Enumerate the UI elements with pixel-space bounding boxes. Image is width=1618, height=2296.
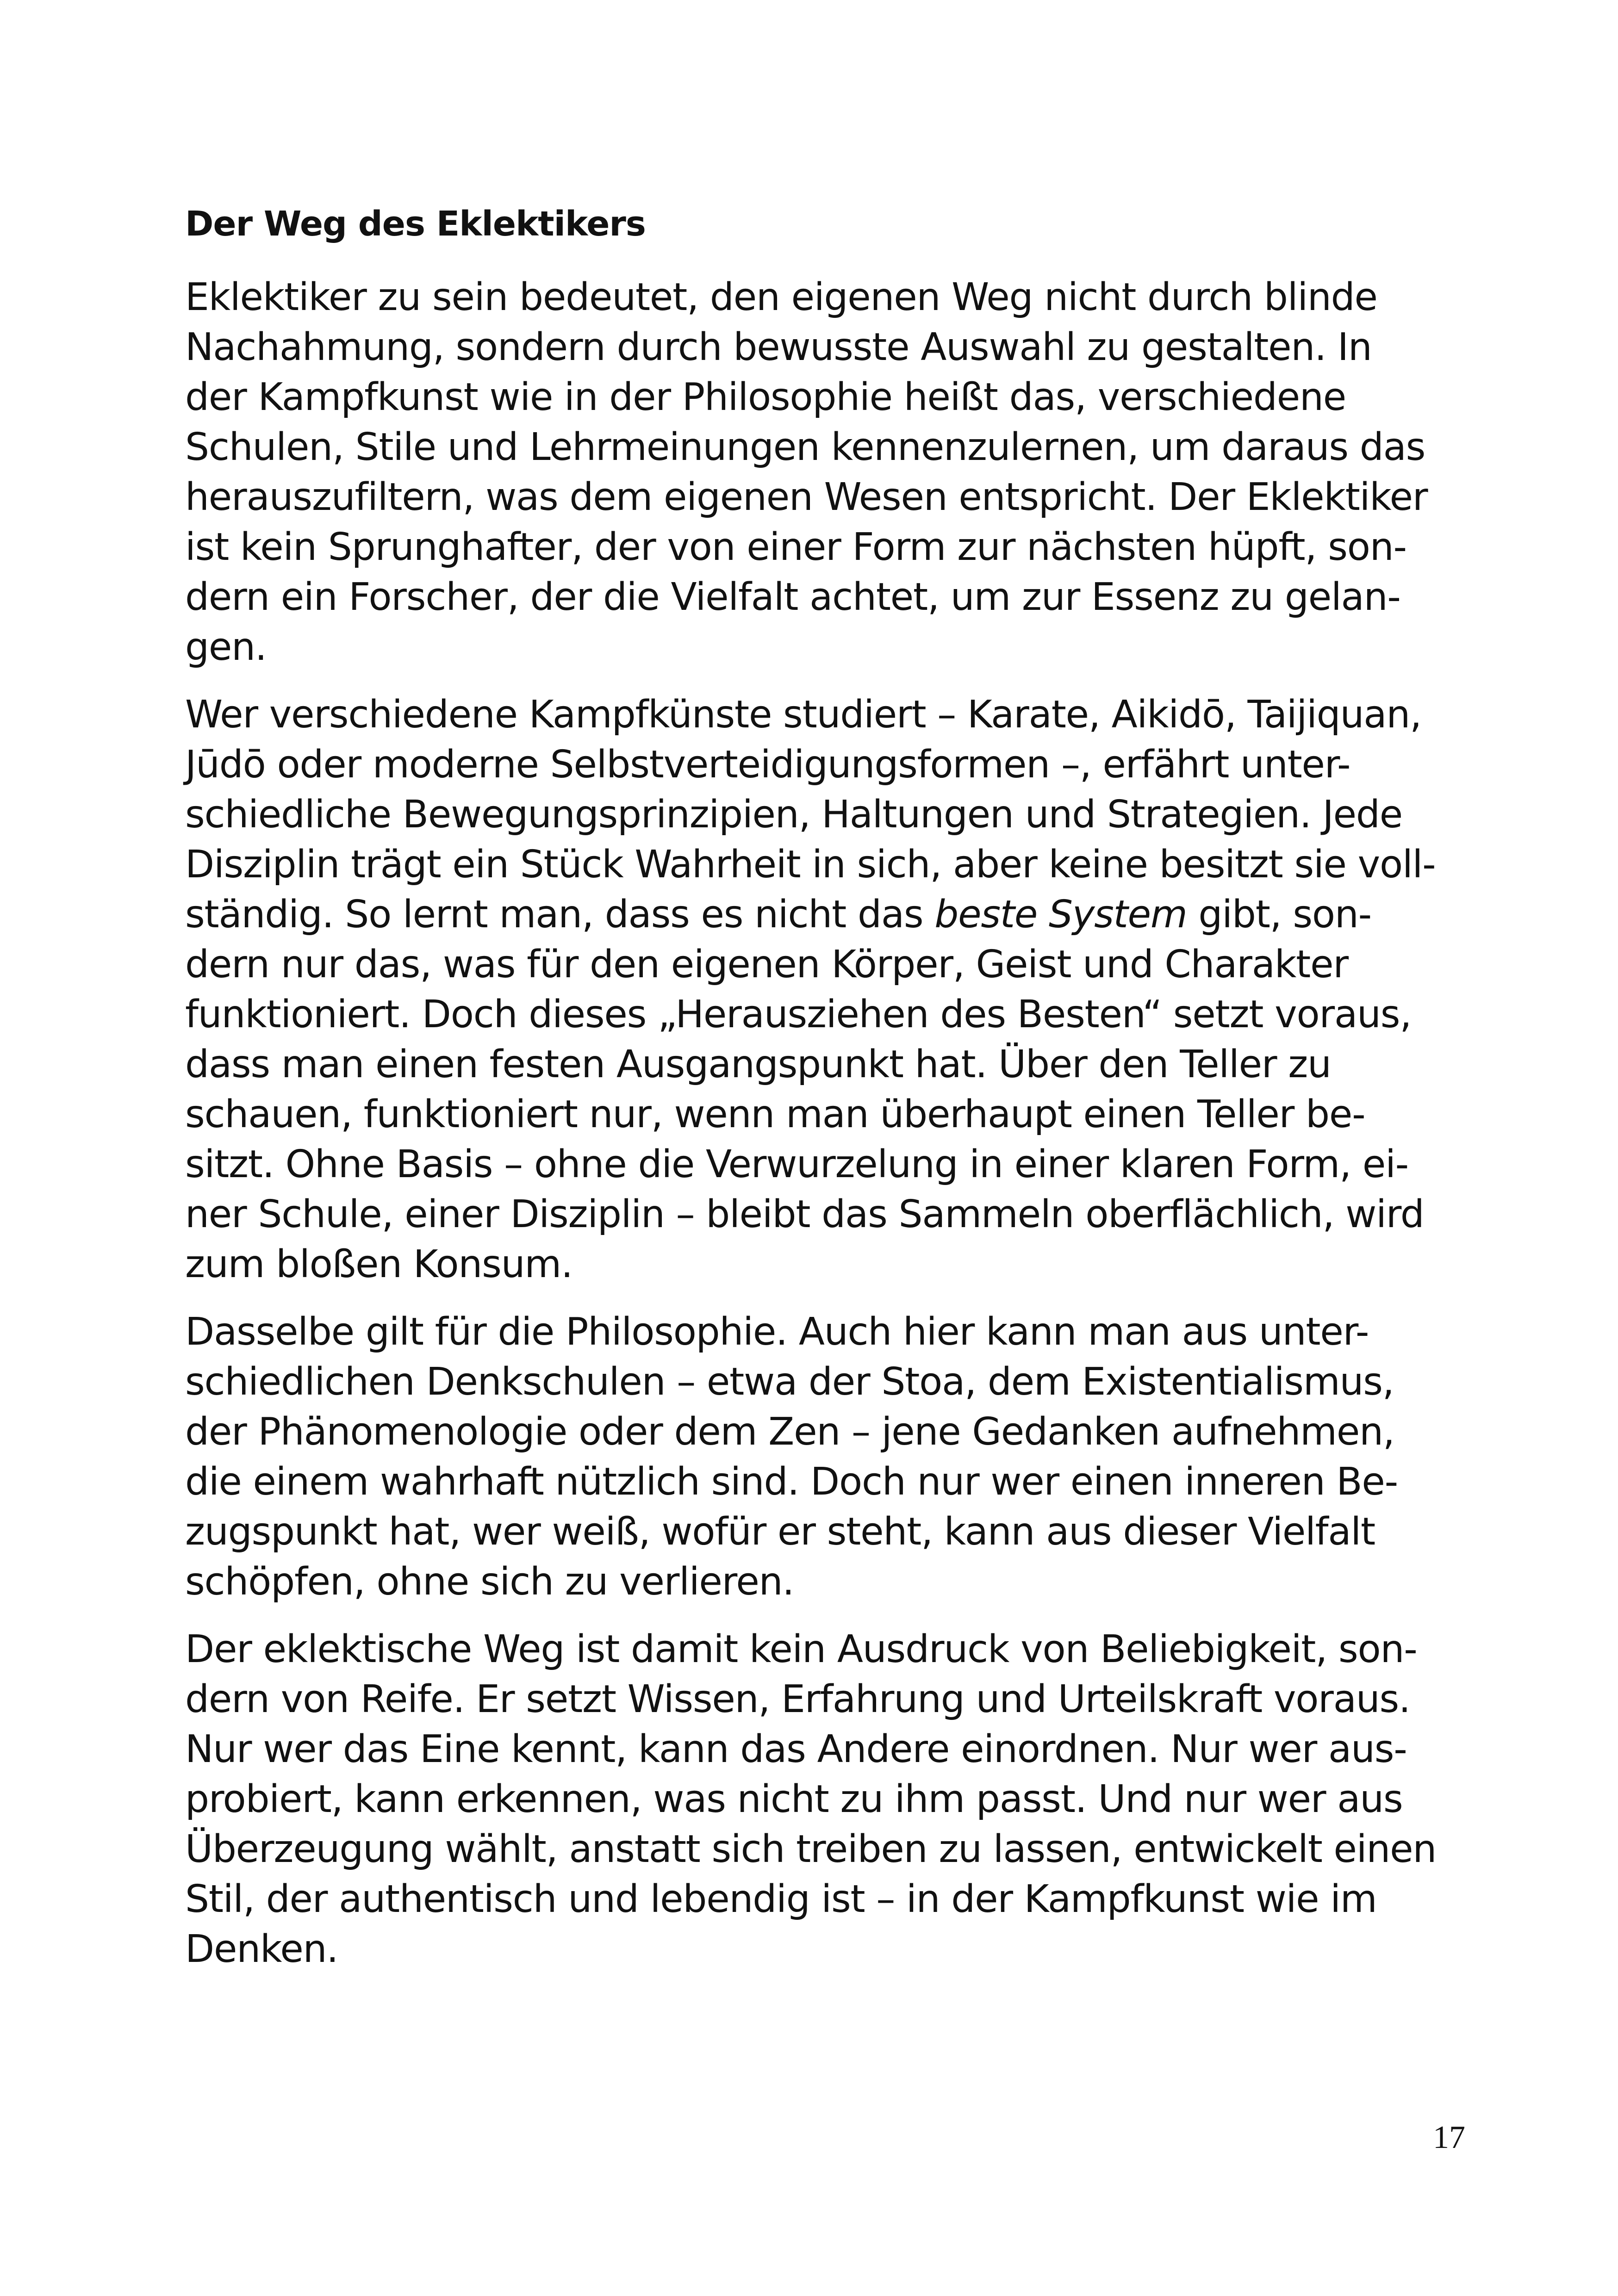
text-line: der Kampfkunst wie in der Philosophie heißt das, verschiedene — [185, 375, 1346, 419]
text-line: ist kein Sprunghafter, der von einer Form zur nächsten hüpft, son- — [185, 525, 1406, 569]
text-line: dass man einen festen Ausgangspunkt hat. Über den Teller zu — [185, 1042, 1331, 1086]
text-line: die einem wahrhaft nützlich sind. Doch nur wer einen inneren Be- — [185, 1459, 1398, 1504]
page-number: 17 — [1433, 2120, 1465, 2155]
text-line: dern ein Forscher, der die Vielfalt achtet, um zur Essenz zu gelan- — [185, 575, 1400, 619]
text-line: Nachahmung, sondern durch bewusste Auswahl zu gestalten. In — [185, 325, 1372, 369]
text-line: Stil, der authentisch und lebendig ist – in der Kampfkunst wie im — [185, 1877, 1377, 1921]
paragraph-4 — [185, 1625, 1458, 1974]
paragraph-3 — [185, 1307, 1458, 1607]
text-line: Eklektiker zu sein bedeutet, den eigenen Weg nicht durch blinde — [185, 275, 1377, 319]
text-line: funktioniert. Doch dieses „Herausziehen des Besten“ setzt voraus, — [185, 992, 1412, 1036]
text-segment: gibt, son- — [1187, 892, 1372, 937]
text-line: der Phänomenologie oder dem Zen – jene Gedanken aufnehmen, — [185, 1409, 1394, 1454]
text-line: zum bloßen Konsum. — [185, 1242, 573, 1286]
text-line: dern nur das, was für den eigenen Körper, Geist und Charakter — [185, 942, 1348, 987]
text-line: Dasselbe gilt für die Philosophie. Auch hier kann man aus unter- — [185, 1309, 1369, 1354]
text-line: herauszufiltern, was dem eigenen Wesen entspricht. Der Eklektiker — [185, 475, 1428, 519]
text-line: gen. — [185, 625, 267, 669]
text-line: dern von Reife. Er setzt Wissen, Erfahrung und Urteilskraft voraus. — [185, 1677, 1410, 1721]
text-line: Jūdō oder moderne Selbstverteidigungsformen –, erfährt unter- — [185, 742, 1350, 787]
text-line: Der eklektische Weg ist damit kein Ausdruck von Beliebigkeit, son- — [185, 1627, 1417, 1671]
text-line: Denken. — [185, 1927, 338, 1971]
text-line: zugspunkt hat, wer weiß, wofür er steht, kann aus dieser Vielfalt — [185, 1509, 1375, 1554]
text-line-with-emphasis — [185, 890, 1458, 940]
section-heading: Der Weg des Eklektikers — [185, 204, 646, 244]
text-line: Wer verschiedene Kampfkünste studiert – Karate, Aikidō, Taijiquan, — [185, 692, 1421, 737]
text-line: Disziplin trägt ein Stück Wahrheit in sich, aber keine besitzt sie voll- — [185, 842, 1436, 887]
text-line: schiedlichen Denkschulen – etwa der Stoa, dem Existentialismus, — [185, 1359, 1394, 1404]
text-line: probiert, kann erkennen, was nicht zu ihm passt. Und nur wer aus — [185, 1777, 1403, 1821]
page-content — [185, 204, 1458, 1992]
emphasized-text: beste System — [934, 892, 1187, 937]
text-segment: ständig. So lernt man, dass es nicht das — [185, 892, 935, 937]
text-line: schöpfen, ohne sich zu verlieren. — [185, 1559, 794, 1604]
text-line: ner Schule, einer Disziplin – bleibt das Sammeln oberflächlich, wird — [185, 1192, 1424, 1236]
text-line: Nur wer das Eine kennt, kann das Andere einordnen. Nur wer aus- — [185, 1727, 1407, 1771]
text-line: schauen, funktioniert nur, wenn man überhaupt einen Teller be- — [185, 1092, 1365, 1136]
text-line: Schulen, Stile und Lehrmeinungen kennenzulernen, um daraus das — [185, 425, 1425, 469]
text-line: schiedliche Bewegungsprinzipien, Haltungen und Strategien. Jede — [185, 792, 1402, 837]
paragraph-2 — [185, 690, 1458, 1290]
text-line: Überzeugung wählt, anstatt sich treiben zu lassen, entwickelt einen — [185, 1827, 1437, 1871]
text-line: sitzt. Ohne Basis – ohne die Verwurzelung in einer klaren Form, ei- — [185, 1142, 1409, 1186]
paragraph-1 — [185, 273, 1458, 672]
